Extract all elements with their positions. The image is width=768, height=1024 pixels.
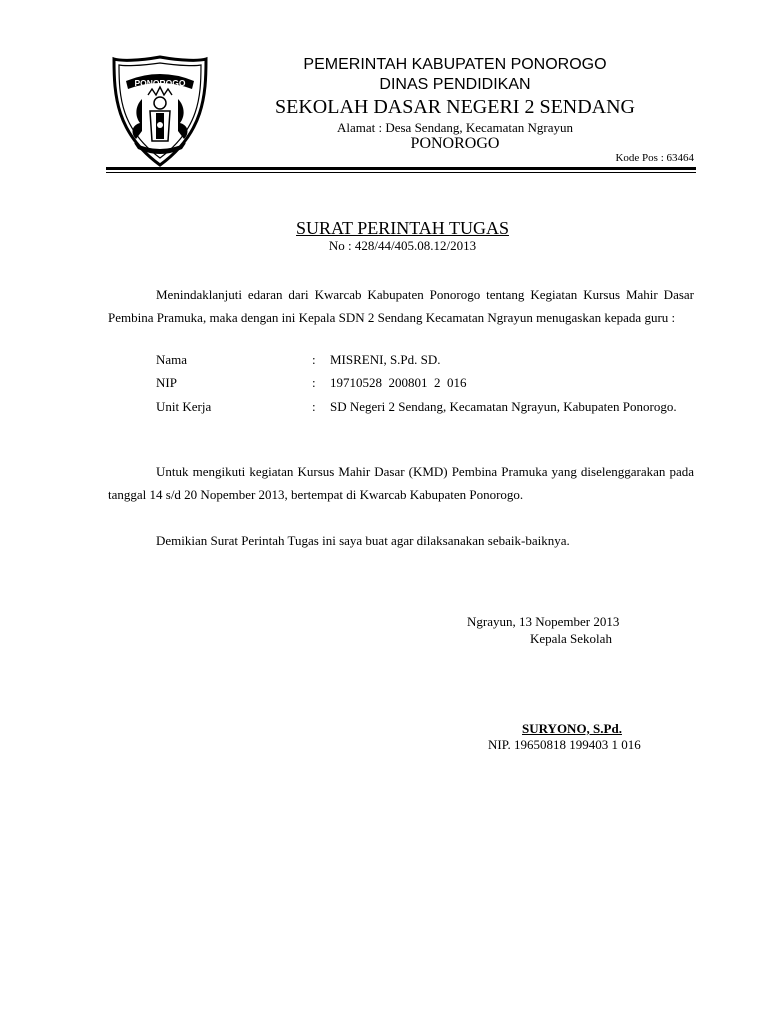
letter-number: No : 428/44/405.08.12/2013 bbox=[328, 238, 477, 253]
signature-name: SURYONO, S.Pd. bbox=[522, 721, 622, 736]
kop-address: Alamat : Desa Sendang, Kecamatan Ngrayun bbox=[336, 120, 574, 135]
intro-paragraph: Menindaklanjuti edaran dari Kwarcab Kabupaten Ponorogo tentang Kegiatan Kursus Mahir Dasar Pembina Pramuka, maka dengan ini Kepala SDN 2 Sendang Kecamatan Ngrayun menugaskan kepada guru : bbox=[108, 287, 694, 325]
field-separator: : bbox=[312, 352, 316, 367]
kop-government: PEMERINTAH KABUPATEN PONOROGO bbox=[303, 56, 607, 73]
field-label: NIP bbox=[156, 375, 177, 390]
letterhead-divider-thick bbox=[106, 167, 696, 170]
field-value: MISRENI, S.Pd. SD. bbox=[330, 352, 441, 367]
letterhead-divider-thin bbox=[106, 172, 696, 173]
signature-nip: NIP. 19650818 199403 1 016 bbox=[488, 737, 641, 752]
field-separator: : bbox=[312, 375, 316, 390]
kop-school-name: SEKOLAH DASAR NEGERI 2 SENDANG bbox=[275, 96, 635, 118]
letter-title: SURAT PERINTAH TUGAS bbox=[296, 218, 509, 238]
kop-department: DINAS PENDIDIKAN bbox=[379, 76, 531, 93]
field-separator: : bbox=[312, 399, 316, 414]
purpose-paragraph: Untuk mengikuti kegiatan Kursus Mahir Dasar (KMD) Pembina Pramuka yang diselenggarakan pada tanggal 14 s/d 20 Nopember 2013, bertempat di Kwarcab Kabupaten Ponorogo. bbox=[108, 464, 694, 502]
field-value: 19710528 200801 2 016 bbox=[330, 375, 467, 390]
field-value: SD Negeri 2 Sendang, Kecamatan Ngrayun, Kabupaten Ponorogo. bbox=[330, 399, 677, 414]
kop-city: PONOROGO bbox=[410, 135, 500, 152]
kop-postal-code: Kode Pos : 63464 bbox=[615, 152, 694, 164]
emblem-text: PONOROGO bbox=[134, 78, 186, 88]
signature-place-date: Ngrayun, 13 Nopember 2013 bbox=[467, 614, 620, 629]
closing-paragraph: Demikian Surat Perintah Tugas ini saya buat agar dilaksanakan sebaik-baiknya. bbox=[156, 533, 570, 548]
regency-emblem-icon bbox=[112, 55, 208, 167]
field-label: Unit Kerja bbox=[156, 399, 212, 414]
signature-role: Kepala Sekolah bbox=[530, 631, 612, 646]
field-label: Nama bbox=[156, 352, 188, 367]
